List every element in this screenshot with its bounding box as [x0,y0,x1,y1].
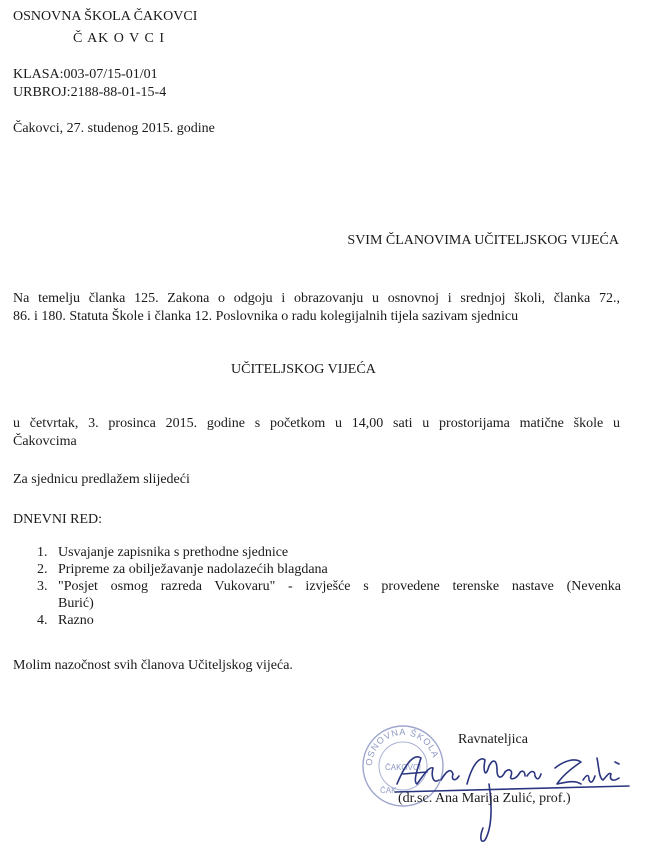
agenda-item [13,612,621,629]
svg-text:OSNOVNA ŠKOLA: OSNOVNA ŠKOLA [363,726,441,767]
agenda-title: DNEVNI RED: [13,512,103,527]
agenda-item [13,578,621,612]
proposal-text: Za sjednicu predlažem slijedeći [13,472,190,487]
school-town: Č AK O V C I [73,31,166,46]
agenda-list [13,544,621,629]
agenda-item-number: 3. [37,579,48,594]
meeting-line-1: u četvrtak, 3. prosinca 2015. godine s početkom u 14,00 sati u prostorijama matične škole u [13,416,620,431]
place-date: Čakovci, 27. studenog 2015. godine [13,121,215,136]
signatory-role: Ravnateljica [458,732,528,747]
svg-text:ČAKOVCI: ČAKOVCI [384,763,422,772]
agenda-item-number: 2. [37,562,48,577]
signatory-name: (dr.sc. Ana Marija Zulić, prof.) [398,791,571,806]
agenda-item-text: Razno [58,613,94,628]
recipient: SVIM ČLANOVIMA UČITELJSKOG VIJEĆA [347,233,619,248]
closing-text: Molim nazočnost svih članova Učiteljskog vijeća. [13,658,293,673]
intro-line-1: Na temelju članka 125. Zakona o odgoju i obrazovanju u osnovnoj i srednjoj školi, članka 72., [13,291,620,306]
klasa: KLASA:003-07/15-01/01 [13,67,158,82]
agenda-item [13,561,621,578]
intro-line-2: 86. i 180. Statuta Škole i članka 12. Poslovnika o radu kolegijalnih tijela sazivam sjednicu [13,309,519,324]
council-heading: UČITELJSKOG VIJEĆA [231,362,376,377]
agenda-item-text: "Posjet osmog razreda Vukovaru" - izvješće s provedene terenske nastave (Nevenka [58,579,621,594]
svg-text:ČAK: ČAK [380,786,397,795]
urbroj: URBROJ:2188-88-01-15-4 [13,85,167,100]
agenda-item-number: 4. [37,613,48,628]
agenda-item-text: Usvajanje zapisnika s prethodne sjednice [58,545,289,560]
school-name: OSNOVNA ŠKOLA ČAKOVCI [13,9,198,24]
agenda-item-text-continued: Burić) [58,596,94,611]
meeting-line-2: Čakovcima [13,434,77,449]
agenda-item-number: 1. [37,545,48,560]
agenda-item-text: Pripreme za obilježavanje nadolazećih blagdana [58,562,328,577]
agenda-item [13,544,621,561]
